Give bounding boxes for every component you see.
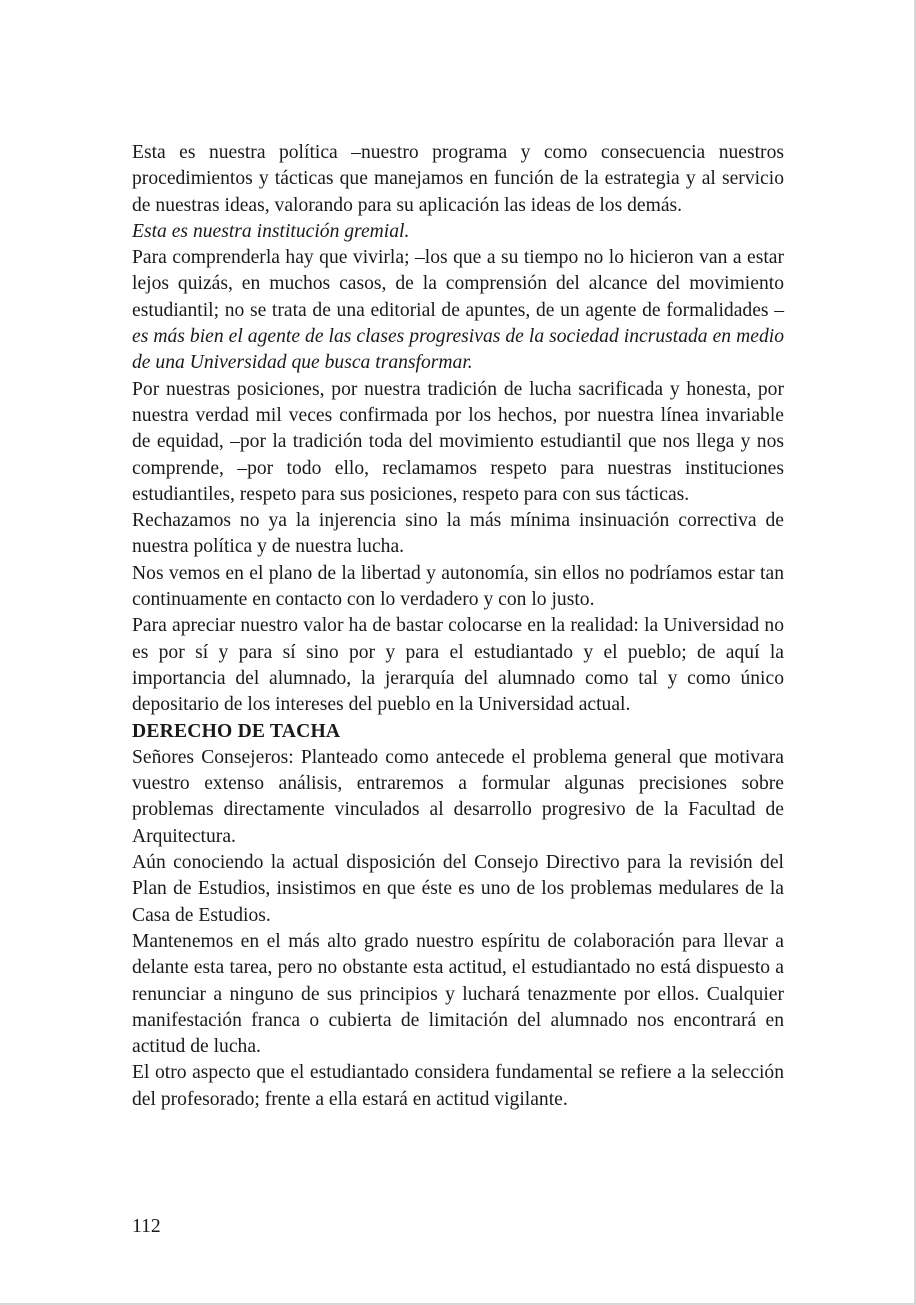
paragraph: Por nuestras posiciones, por nuestra tradición de lucha sacrificada y honesta, por nuestra verdad mil veces confirmada por los hechos, por nuestra línea invariable de equidad, –por la tradición toda del movimiento estudiantil que nos llega y nos comprende, –por todo ello, reclamamos respeto para nuestras instituciones estudiantiles, respeto para sus posiciones, respeto para con sus tácticas.: [132, 378, 784, 505]
paragraph: [132, 245, 784, 376]
paragraph: Rechazamos no ya la injerencia sino la más mínima insinuación correctiva de nuestra política y de nuestra lucha.: [132, 510, 784, 558]
paragraph: Aún conociendo la actual disposición del Consejo Directivo para la revisión del Plan de Estudios, insistimos en que éste es uno de los problemas medulares de la Casa de Estudios.: [132, 852, 784, 926]
paragraph: Nos vemos en el plano de la libertad y autonomía, sin ellos no podríamos estar tan continuamente en contacto con lo verdadero y con lo justo.: [132, 562, 784, 611]
paragraph: Señores Consejeros: Planteado como antecede el problema general que motivara vuestro extenso análisis, entraremos a formular algunas precisiones sobre problemas directamente vinculados al desarrollo progresivo de la Facultad de Arquitectura.: [132, 746, 784, 847]
paragraph: Esta es nuestra política –nuestro programa y como consecuencia nuestros procedimientos y tácticas que manejamos en función de la estrategia y al servicio de nuestras ideas, valorando para su aplicación las ideas de los demás.: [132, 142, 784, 216]
paragraph-plain-text: Para comprenderla hay que vivirla; –los que a su tiempo no lo hicieron van a estar lejos quizás, en muchos casos, de la comprensión del alcance del movimiento estudiantil; no se trata de una editorial de apuntes, de un agente de formalidades: [132, 247, 784, 321]
section-heading: DERECHO DE TACHA: [132, 720, 341, 742]
paragraph-italic: Esta es nuestra institución gremial.: [132, 220, 410, 242]
paragraph-italic-text: –es más bien el agente de las clases progresivas de la sociedad incrustada en medio de una Universidad que busca transformar.: [132, 299, 784, 374]
paragraph: Mantenemos en el más alto grado nuestro espíritu de colaboración para llevar a delante esta tarea, pero no obstante esta actitud, el estudiantado no está dispuesto a renunciar a ninguno de sus principios y luchará tenazmente por ellos. Cualquier manifestación franca o cubierta de limitación del alumnado nos encontrará en actitud de lucha.: [132, 930, 784, 1058]
paragraph: Para apreciar nuestro valor ha de bastar colocarse en la realidad: la Universidad no es por sí y para sí sino por y para el estudiantado y el pueblo; de aquí la importancia del alumnado, la jerarquía del alumnado como tal y como único depositario de los intereses del pueblo en la Universidad actual.: [132, 615, 784, 716]
page-number: 112: [132, 1216, 161, 1237]
paragraph: El otro aspecto que el estudiantado considera fundamental se refiere a la selección del profesorado; frente a ella estará en actitud vigilante.: [132, 1062, 784, 1110]
body-text: [132, 140, 784, 1113]
